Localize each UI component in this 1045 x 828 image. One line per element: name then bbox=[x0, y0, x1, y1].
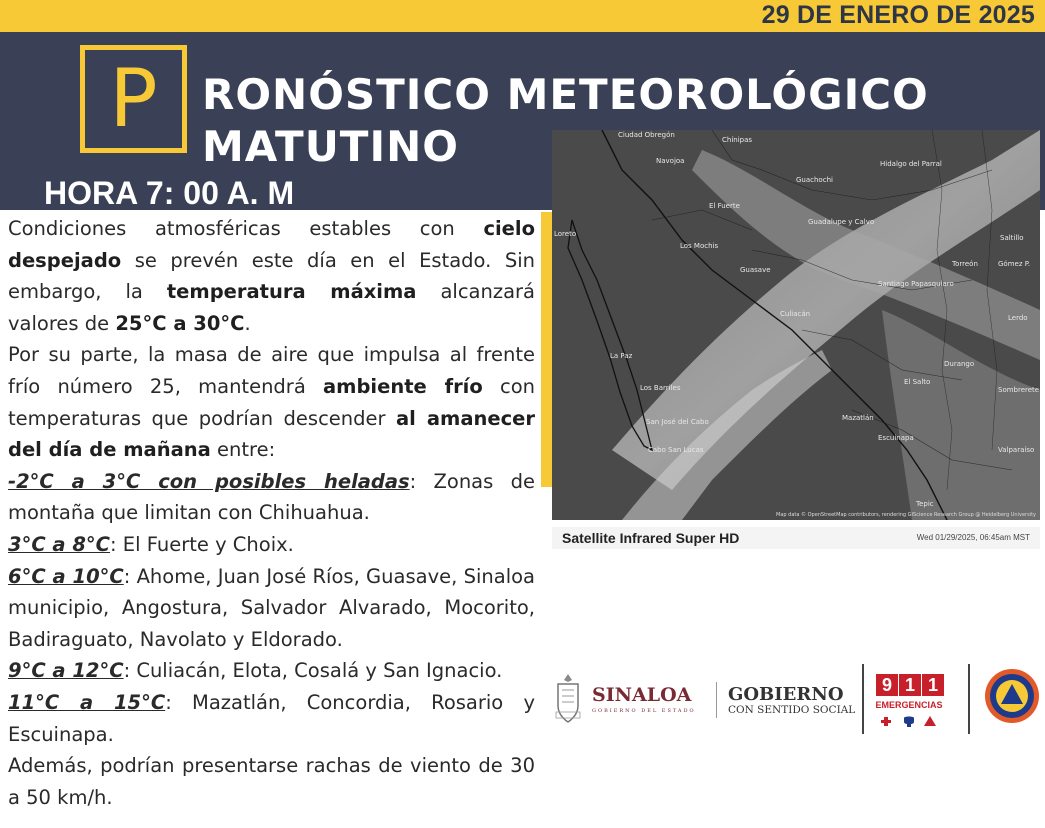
map-label: Guachochi bbox=[796, 176, 833, 184]
map-label: Escuinapa bbox=[878, 434, 914, 442]
emergency-911-logo bbox=[874, 674, 944, 734]
map-label: Durango bbox=[944, 360, 975, 368]
temperature-range: 3°C a 8°C bbox=[8, 532, 110, 556]
bold-run: temperatura máxima bbox=[166, 280, 417, 304]
forecast-text bbox=[8, 213, 535, 813]
range-item bbox=[8, 655, 535, 687]
temperature-range: 9°C a 12°C bbox=[8, 659, 124, 683]
top-date-bar bbox=[0, 0, 1045, 32]
text-run: se prevén este día en el Estado. Sin embargo, la bbox=[8, 248, 535, 304]
forecast-time: HORA 7: 00 A. M bbox=[44, 175, 295, 211]
map-label: La Paz bbox=[610, 352, 633, 360]
institution-logos bbox=[552, 662, 1042, 742]
map-label: El Fuerte bbox=[709, 202, 740, 210]
map-label: Gómez P. bbox=[998, 260, 1031, 268]
civil-protection-icon bbox=[984, 668, 1040, 724]
initial-letter-box bbox=[80, 45, 187, 153]
text-run: Por su parte, la masa de aire que impulsa al frente frío número 25, mantendrá bbox=[8, 343, 535, 398]
digit: 1 bbox=[922, 674, 944, 696]
paragraph-cold-front bbox=[8, 339, 535, 465]
date-label: 29 DE ENERO DE 2025 bbox=[761, 1, 1035, 29]
map-label: Chínipas bbox=[722, 136, 753, 144]
range-item bbox=[8, 466, 535, 529]
map-label: Santiago Papasquiaro bbox=[878, 280, 954, 288]
page-title-line-1: RONÓSTICO METEOROLÓGICO bbox=[202, 70, 929, 119]
logo-divider bbox=[716, 682, 717, 718]
map-label: Tepic bbox=[916, 500, 934, 508]
map-label: Torreón bbox=[952, 260, 978, 268]
map-label: Valparaíso bbox=[998, 446, 1035, 454]
bold-run: ambiente frío bbox=[323, 374, 483, 398]
map-label: Cabo San Lucas bbox=[648, 446, 704, 454]
page-title-line-2: MATUTINO bbox=[202, 122, 459, 171]
map-caption-bar bbox=[552, 527, 1040, 549]
text-run: con temperaturas que podrían descender bbox=[8, 374, 535, 430]
map-label: Hidalgo del Parral bbox=[880, 160, 942, 168]
bold-run: 25°C a 30°C bbox=[115, 311, 245, 335]
map-credit: Map data © OpenStreetMap contributors, rendering GIScience Research Group @ Heidelberg University bbox=[776, 512, 1036, 518]
paragraph-conditions bbox=[8, 213, 535, 339]
initial-letter: P bbox=[109, 52, 158, 145]
map-label: Sombrerete bbox=[998, 386, 1040, 394]
satellite-map bbox=[552, 130, 1040, 520]
map-label: Ciudad Obregón bbox=[618, 131, 675, 139]
range-item bbox=[8, 687, 535, 750]
map-label: Culiacán bbox=[780, 310, 811, 318]
paragraph-wind: Además, podrían presentarse rachas de viento de 30 a 50 km/h. bbox=[8, 754, 535, 809]
range-zones: : Ahome, Juan José Ríos, Guasave, Sinaloa municipio, Angostura, Salvador Alvarado, Mocorito, Badiraguato, Navolato y Eldorado. bbox=[8, 564, 535, 651]
map-label: Guasave bbox=[740, 266, 771, 274]
logo-divider bbox=[862, 664, 864, 734]
gobierno-logo-subtext: CON SENTIDO SOCIAL bbox=[728, 704, 856, 716]
logo-divider bbox=[968, 664, 970, 734]
range-zones: : El Fuerte y Choix. bbox=[110, 532, 294, 556]
bold-run: cielo despejado bbox=[8, 217, 535, 272]
temperature-range: -2°C a 3°C con posibles heladas bbox=[8, 469, 410, 493]
range-zones: : Zonas de montaña que limitan con Chihuahua. bbox=[8, 469, 535, 525]
map-label: San José del Cabo bbox=[646, 418, 709, 426]
yellow-accent-stripe bbox=[541, 212, 552, 487]
range-zones: : Mazatlán, Concordia, Rosario y Escuinapa. bbox=[8, 690, 536, 746]
map-caption: Satellite Infrared Super HD bbox=[562, 530, 740, 546]
emergency-services-icon bbox=[880, 714, 940, 728]
text-run: Condiciones atmosféricas estables con bbox=[8, 217, 484, 240]
map-timestamp: Wed 01/29/2025, 06:45am MST bbox=[916, 533, 1030, 542]
map-label: Los Mochis bbox=[680, 242, 719, 250]
map-label: Saltillo bbox=[1000, 234, 1024, 242]
bold-run: al amanecer del día de mañana bbox=[8, 406, 535, 462]
map-label: Navojoa bbox=[656, 157, 685, 165]
text-run: . bbox=[244, 311, 251, 335]
emergencias-label: EMERGENCIAS bbox=[875, 700, 943, 710]
text-run: entre: bbox=[210, 438, 276, 462]
digit: 1 bbox=[899, 674, 921, 696]
range-item bbox=[8, 529, 535, 561]
sinaloa-logo-text: SINALOA bbox=[592, 684, 692, 706]
map-label: El Salto bbox=[904, 378, 931, 386]
sinaloa-logo-subtext: GOBIERNO DEL ESTADO bbox=[592, 708, 696, 714]
range-item bbox=[8, 561, 535, 656]
gobierno-logo-text: GOBIERNO bbox=[728, 684, 844, 705]
text-run: alcanzará valores de bbox=[8, 280, 536, 335]
state-seal-icon bbox=[552, 672, 584, 728]
map-label: Guadalupe y Calvo bbox=[808, 218, 875, 226]
map-label: Loreto bbox=[554, 230, 577, 238]
temperature-range: 6°C a 10°C bbox=[8, 564, 124, 588]
temperature-range: 11°C a 15°C bbox=[8, 690, 166, 714]
map-label: Lerdo bbox=[1008, 314, 1028, 322]
map-label: Mazatlán bbox=[842, 414, 874, 422]
range-zones: : Culiacán, Elota, Cosalá y San Ignacio. bbox=[123, 659, 503, 683]
digit: 9 bbox=[876, 674, 898, 696]
satellite-imagery bbox=[552, 130, 1040, 520]
map-label: Los Barriles bbox=[640, 384, 681, 392]
